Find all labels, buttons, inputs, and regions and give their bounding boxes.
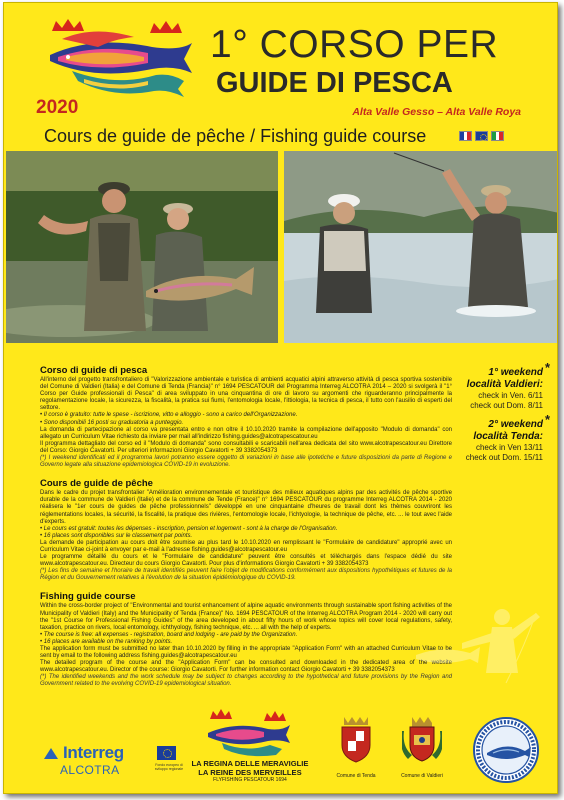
section-program: Il programma dettagliato del corso ed il "Modulo di domanda" sono consultabili e scaricabili nell'area dedicata del sito www.alcotrapescatour.eu Direttore del Corso: Giorgio Cavatorti. Per ulteriori informazioni Giorgio Cavatorti + 39 3382054373 — [40, 440, 452, 454]
section-heading: Cours de guide de pêche — [40, 478, 153, 490]
angler-silhouette-icon — [406, 603, 546, 689]
photo-anglers-in-river — [284, 151, 558, 343]
pescatour-caption: FLYFISHING PESCATOUR 1694 — [213, 777, 287, 783]
comune-tenda-label: Comune di Tenda — [336, 773, 376, 779]
weekend-1-title: 1° weekend — [488, 367, 543, 378]
weekend-2-info — [465, 412, 550, 463]
subtitle-course: Cours de guide de pêche / Fishing guide course — [44, 126, 427, 146]
weekend-2-asterisk: * — [544, 412, 550, 427]
section-heading: Corso di guide di pesca — [40, 365, 148, 376]
pescatour-fish-logo-icon — [206, 709, 292, 757]
section-application: La domanda di partecipazione al corso va presentata entro e non oltre il 10.10.2020 tramite la compilazione dell'apposito "Modulo di domanda" con allegato un Curriculum Vitae richiesto da inviare per mail all'indirizzo fishing.guides@alcotrapescatour.eu — [40, 426, 452, 440]
eu-flag-icon — [157, 746, 176, 760]
flag-eu-icon — [475, 131, 488, 141]
reine-french: LA REINE DES MERVEILLES — [198, 768, 302, 777]
comune-valdieri-label: Comune di Valdieri — [401, 773, 443, 779]
flag-italy-icon — [491, 131, 504, 141]
section-note: • 16 places sont disponibles sur le classement par points. — [40, 532, 193, 539]
section-heading: Fishing guide course — [40, 591, 136, 603]
flag-france-icon — [459, 131, 472, 141]
weekend-2-check-out: check out Dom. 15/11 — [465, 453, 543, 462]
crown-icon — [52, 19, 182, 33]
interreg-triangle-icon — [44, 748, 58, 759]
weekend-1-check-out: check out Dom. 8/11 — [470, 401, 543, 410]
crest-valdieri-icon — [402, 715, 442, 763]
title-line-1: 1° CORSO PER — [210, 23, 499, 66]
section-footnote: (*) Les fins de semaine et l'horaire de travail identifiés peuvent faire l'objet de modifications conformément aux dispositions hypothétiques et futures de la Région et du Gouvernement relatives à l'évolution de la situation épidémiologique du COVID-19. — [40, 568, 452, 582]
subtitle-valleys: Alta Valle Gesso – Alta Valle Roya — [352, 106, 521, 118]
section-note: • Il corso è gratuito: tutte le spese - iscrizione, vitto e alloggio - sono a carico dell'Organizzazione. — [40, 412, 298, 419]
interreg-logo — [44, 743, 124, 777]
section-body: All'interno del progetto transfrontaliero di "Valorizzazione ambientale e turistica di ambienti acquatici alpini attraverso attività di pesca sportiva sostenibile del Comune di Valdieri (Italia) e del Comune di Tenda (Francia)" n° 1694 PESCATOUR del Programma Interreg ALCOTRA 2014 – 2020 si svolgerà il "1° Corso per Guide professionali di Pesca" di area sviluppato in una cinquantina di ore di lavoro su argomenti che riguarderanno principalmente la regolamentazione locale, la sicurezza, la fiscalità, la pratica sui fiumi, l'entomologia locale, l'ittiologia, la tecnica di pesca, il tutto con l'ausilio di esperti del settore. — [40, 377, 452, 412]
poster — [3, 2, 558, 794]
title-line-2: GUIDE DI PESCA — [216, 67, 453, 99]
year: 2020 — [36, 97, 79, 118]
fish-logo-icon — [44, 17, 194, 103]
weekend-1-info — [466, 360, 550, 411]
section-note: • Le cours est gratuit: toutes les dépenses - inscription, pension et logement - sont à la charge de l'Organisation. — [40, 525, 338, 532]
fishing-club-badge-icon — [473, 717, 539, 783]
section-english — [40, 591, 452, 688]
section-program: Le programme détaillé du cours et le "Formulaire de candidature" peuvent être consultés et téléchargés dans l'espace dédié du site www.alcotrapescatour.eu. Directeur du cours Giorgio Cavatorti. Pour plus d'informations Giorgio Cavatorti + 39 3382054373 — [40, 554, 452, 568]
section-footnote: (*) I weekend identificati ed il programma lavori potranno essere oggetto di variazioni in base alle ipotetiche e future disposizioni da parte di Regione e Governo legate alla situazione epidemiologica COVID-19 in evoluzione. — [40, 455, 452, 469]
crest-tenda-icon — [336, 715, 376, 763]
course-description — [40, 365, 452, 698]
alcotra-label: ALCOTRA — [60, 763, 120, 777]
weekend-1-asterisk: * — [544, 360, 550, 375]
weekend-1-check-in: check in Ven. 6/11 — [478, 391, 543, 400]
section-note: • The course is free: all expenses - registration, board and lodging - are paid by the Organization. — [40, 631, 298, 638]
weekend-2-location: località Tenda: — [473, 431, 543, 442]
reine-italian: LA REGINA DELLE MERAVIGLIE — [191, 759, 309, 768]
section-body: Dans le cadre du projet transfrontalier "Amélioration environnementale et touristique des milieux aquatiques alpins par des activités de pêche sportive durable de la commune de Valdieri (Italie) et de la commune de Tende (France)" n° 1694 PESCATOUR du programme Interreg ALCOTRA 2014 - 2020 réalisera le "1er cours de guides de pêche professionnels" développé en une cinquantaine d'heures de travail dont les thèmes couvriront les réglementations locales, la sécurité, la fiscalité, la pratique des rivières, l'entomologie locale, l'ichtyologie, la technique de pêche, etc. ... le tout avec l'aide d'experts. — [40, 490, 452, 525]
section-application: La demande de participation au cours doit être soumise au plus tard le 10.10.2020 en remplissant le "Formulaire de candidature" approprié avec un Curriculum Vitae ci-joint à envoyer par e-mail à l'adresse fishing.guides@alcotrapescatour.eu — [40, 539, 452, 553]
section-italian — [40, 365, 452, 469]
photo-anglers-with-trout — [6, 151, 278, 343]
section-note: • Sono disponibili 16 posti su graduatoria a punteggio. — [40, 419, 184, 426]
section-program: The detailed program of the course and the "Application Form" can be consulted and downloaded in the dedicated area of the website www.alcotrapescatour.eu. Director of the course: Giorgio Cavatorti. For further information contact Giorgio Cavatorti + 39 3382054373 — [40, 660, 452, 674]
weekend-2-check-in: check in Ven 13/11 — [475, 443, 543, 452]
section-note: • 16 places are available on the ranking by points. — [40, 638, 173, 645]
section-body: Within the cross-border project of "Environmental and tourist enhancement of alpine aquatic environments through sustainable sport fishing activities of the Municipality of Valdieri (Italy) and the Municipality of Tenda (France)" No. 1694 PESCATOUR of the Interreg ALCOTRA Program 2014 - 2020 will carry out the "1st Course for Professional Fishing Guides" of the area developed in about fifty hours of work whose topics will cover local regulations, safety, taxation, practice on rivers, local entomology, ichthyology, fishing technique, etc. ... all with the help of experts. — [40, 603, 452, 631]
section-application: The application form must be submitted no later than 10.10.2020 by filling in the appropriate "Application Form" with an attached Curriculum Vitae to be sent by email to the following address fishing.guides@alcotrapescatour.eu — [40, 646, 452, 660]
interreg-label: Interreg — [63, 743, 124, 762]
eu-caption: Fondo europeo di sviluppo regionale — [154, 763, 184, 771]
section-french — [40, 478, 452, 582]
footer-logos — [4, 703, 558, 794]
weekend-1-location: località Valdieri: — [466, 379, 543, 390]
section-footnote: (*) The identified weekends and the work schedule may be subject to changes according to the hypothetical and future provisions by the Region and Government related to the evolving COVID-19 epidemiological situation. — [40, 674, 452, 688]
weekend-2-title: 2° weekend — [488, 419, 543, 430]
language-flags — [459, 131, 504, 141]
